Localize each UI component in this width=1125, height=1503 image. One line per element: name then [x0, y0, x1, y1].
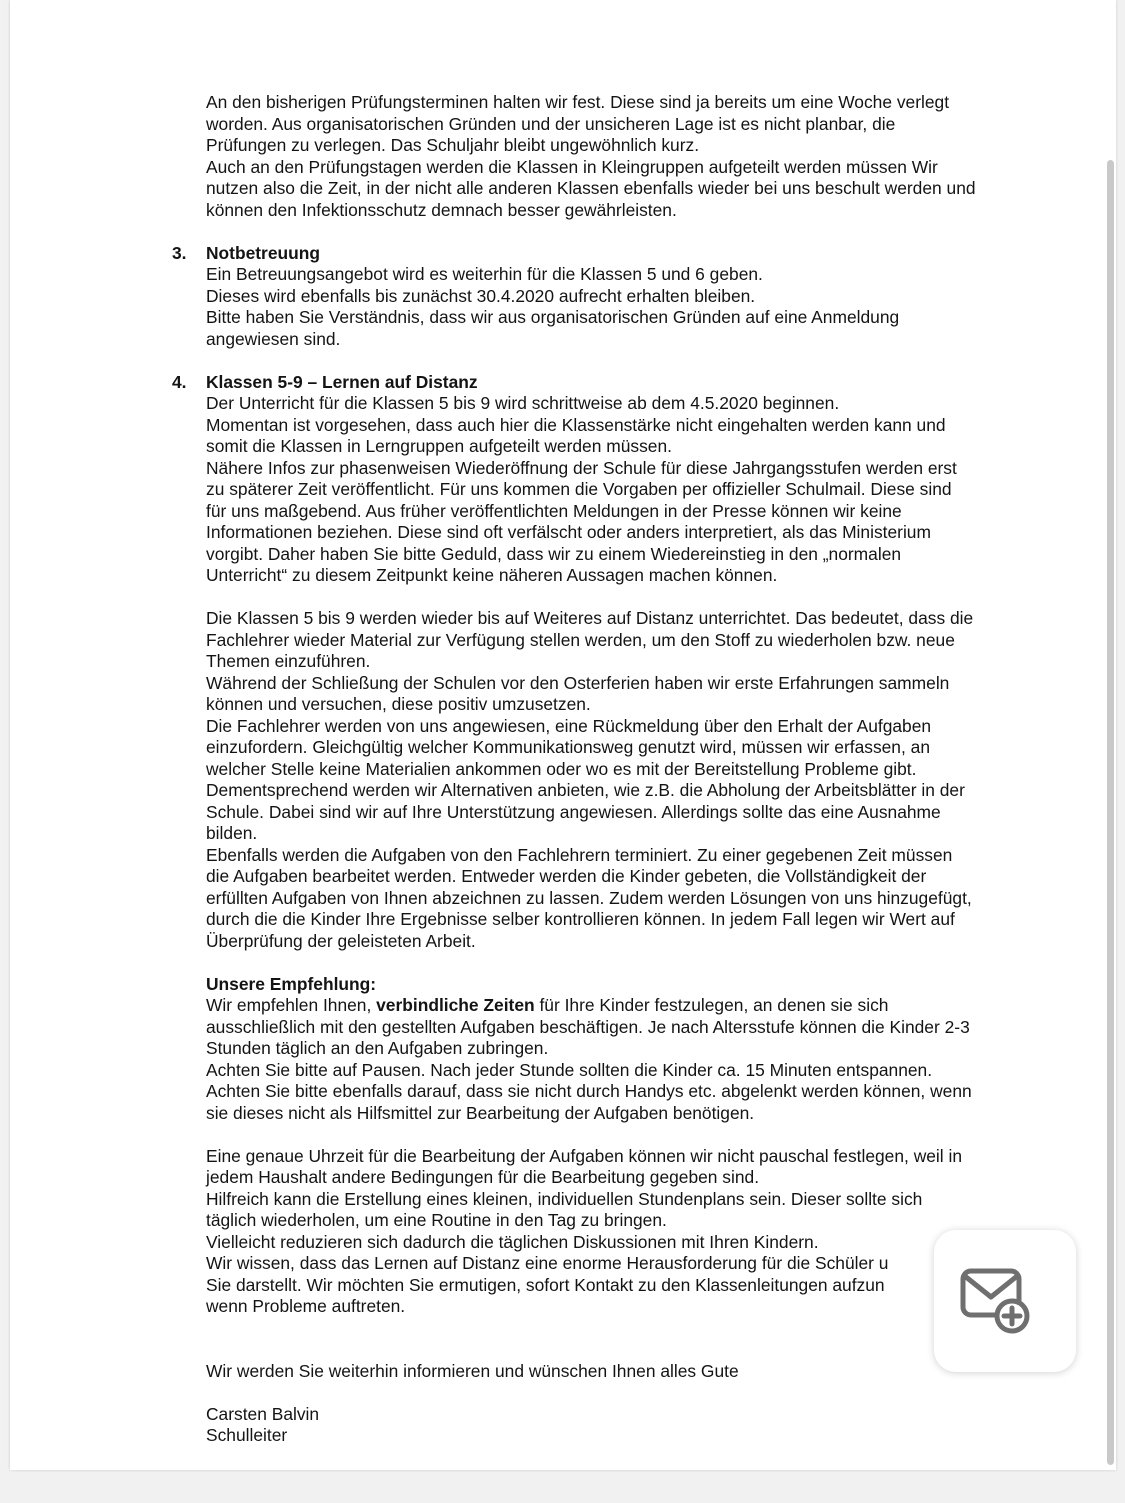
text-line: Bitte haben Sie Verständnis, dass wir aus organisatorischen Gründen auf eine Anmeldung	[206, 307, 900, 327]
text-line: Achten Sie bitte auf Pausen. Nach jeder Stunde sollten die Kinder ca. 15 Minuten entspannen.	[206, 1059, 933, 1080]
text-line: durch die die Kinder Ihre Ergebnisse selber kontrollieren können. In jedem Fall legen wir Wert auf	[206, 909, 955, 929]
distance-learning-paragraph	[206, 608, 1046, 952]
text-line: Vielleicht reduzieren sich dadurch die täglichen Diskussionen mit Ihren Kindern.	[206, 1231, 819, 1252]
scrollbar[interactable]	[1107, 160, 1114, 1465]
text-line: können den Infektionsschutz demnach besser gewährleisten.	[206, 199, 677, 220]
text-line: Eine genaue Uhrzeit für die Bearbeitung der Aufgaben können wir nicht pauschal festlegen, weil in	[206, 1145, 963, 1166]
emphasis-text: verbindliche Zeiten	[376, 995, 535, 1015]
text-line: Wir wissen, dass das Lernen auf Distanz eine enorme Herausforderung für die Schüler u	[206, 1253, 889, 1273]
text-line: einzufordern. Gleichgültig welcher Kommunikationsweg genutzt wird, müssen wir erfassen, an	[206, 737, 930, 757]
text-line: Überprüfung der geleisteten Arbeit.	[206, 930, 476, 951]
section-lernen-auf-distanz	[172, 371, 1046, 587]
recommendation-paragraph	[206, 974, 1046, 1125]
text-line: für uns maßgebend. Aus früher veröffentlichten Meldungen in der Presse können wir keine	[206, 500, 902, 521]
section-heading: Notbetreuung	[206, 242, 320, 263]
section-heading: Klassen 5-9 – Lernen auf Distanz	[206, 371, 478, 392]
text-line: zu späterer Zeit veröffentlicht. Für uns kommen die Vorgaben per offizieller Schulmail. Diese sind	[206, 479, 952, 499]
text-line: An den bisherigen Prüfungsterminen halten wir fest. Diese sind ja bereits um eine Woche verlegt	[206, 92, 950, 112]
text-line: Prüfungen zu verlegen. Das Schuljahr bleibt ungewöhnlich kurz.	[206, 135, 700, 155]
section-number: 3.	[172, 242, 187, 263]
text-line: sie dieses nicht als Hilfsmittel zur Bearbeitung der Aufgaben benötigen.	[206, 1102, 755, 1123]
mail-add-icon	[959, 1268, 1051, 1334]
text-line: Fachlehrer wieder Material zur Verfügung stellen werden, um den Stoff zu wiederholen bzw. neue	[206, 629, 955, 650]
recommendation-heading: Unsere Empfehlung:	[206, 973, 377, 994]
section-notbetreuung	[172, 242, 1046, 351]
text-fragment: für Ihre Kinder festzulegen, an denen sie sich	[534, 995, 889, 1015]
closing-line: Wir werden Sie weiterhin informieren und wünschen Ihnen alles Gute	[206, 1360, 739, 1381]
text-line: wenn Probleme auftreten.	[206, 1296, 406, 1316]
text-line: somit die Klassen in Lerngruppen aufgeteilt werden müssen.	[206, 436, 672, 456]
text-line: Informationen beziehen. Diese sind oft verfälscht oder anders interpretiert, als das Ministerium	[206, 522, 931, 542]
text-line: nutzen also die Zeit, in der nicht alle anderen Klassen ebenfalls wieder bei uns beschult werden und	[206, 178, 976, 198]
text-line: Dementsprechend werden wir Alternativen anbieten, wie z.B. die Abholung der Arbeitsblätter in der	[206, 780, 965, 800]
text-line: jedem Haushalt andere Bedingungen für die Bearbeitung gegeben sind.	[206, 1167, 760, 1187]
text-line: Momentan ist vorgesehen, dass auch hier die Klassenstärke nicht eingehalten werden kann und	[206, 414, 946, 435]
text-line: welcher Stelle keine Materialien ankommen oder wo es mit der Bereitstellung Probleme gibt.	[206, 758, 917, 779]
intro-paragraph	[206, 92, 1046, 221]
section-number: 4.	[172, 371, 187, 392]
document-content	[172, 92, 1046, 1447]
text-line: Achten Sie bitte ebenfalls darauf, dass sie nicht durch Handys etc. abgelenkt werden können, wenn	[206, 1081, 972, 1101]
schedule-paragraph	[206, 1146, 1046, 1318]
text-line: Sie darstellt. Wir möchten Sie ermutigen, sofort Kontakt zu den Klassenleitungen aufzun	[206, 1274, 885, 1295]
text-line: Auch an den Prüfungstagen werden die Klassen in Kleingruppen aufgeteilt werden müssen Wir	[206, 156, 938, 177]
text-line: erfüllten Aufgaben von Ihnen abzeichnen zu lassen. Zudem werden Lösungen von uns hinzugefügt,	[206, 887, 972, 908]
text-line: Der Unterricht für die Klassen 5 bis 9 wird schrittweise ab dem 4.5.2020 beginnen.	[206, 393, 840, 413]
text-line: können und versuchen, diese positiv umzusetzen.	[206, 694, 591, 714]
text-fragment: Wir empfehlen Ihnen,	[206, 995, 377, 1015]
text-line: worden. Aus organisatorischen Gründen und der unsicheren Lage ist es nicht planbar, die	[206, 113, 896, 134]
text-line: ausschließlich mit den gestellten Aufgaben beschäftigen. Je nach Altersstufe können die Kinder 2-3	[206, 1016, 970, 1037]
text-line: vorgibt. Daher haben Sie bitte Geduld, dass wir zu einem Wiedereinstieg in den „normalen	[206, 543, 902, 564]
text-line: Die Fachlehrer werden von uns angewiesen, eine Rückmeldung über den Erhalt der Aufgaben	[206, 715, 932, 736]
text-line: Ebenfalls werden die Aufgaben von den Fachlehrern terminiert. Zu einer gegebenen Zeit müssen	[206, 844, 953, 865]
text-line: Während der Schließung der Schulen vor den Osterferien haben wir erste Erfahrungen sammeln	[206, 672, 950, 693]
text-line: Ein Betreuungsangebot wird es weiterhin für die Klassen 5 und 6 geben.	[206, 264, 763, 284]
text-line: die Aufgaben bearbeitet werden. Entweder werden die Kinder gebeten, die Vollständigkeit der	[206, 866, 927, 886]
signature-name: Carsten Balvin	[206, 1403, 320, 1424]
signature	[206, 1404, 1046, 1447]
compose-mail-button[interactable]	[934, 1230, 1076, 1372]
text-line: bilden.	[206, 823, 258, 843]
text-line: Die Klassen 5 bis 9 werden wieder bis auf Weiteres auf Distanz unterrichtet. Das bedeutet, dass die	[206, 608, 974, 628]
text-line: Hilfreich kann die Erstellung eines kleinen, individuellen Stundenplans sein. Dieser sollte sich	[206, 1188, 923, 1209]
text-line: täglich wiederholen, um eine Routine in den Tag zu bringen.	[206, 1210, 667, 1230]
text-line	[206, 995, 1046, 1017]
text-line: Nähere Infos zur phasenweisen Wiederöffnung der Schule für diese Jahrgangsstufen werden erst	[206, 457, 957, 478]
text-line: Unterricht“ zu diesem Zeitpunkt keine näheren Aussagen machen können.	[206, 565, 778, 585]
text-line: Themen einzuführen.	[206, 651, 371, 671]
text-line: Stunden täglich an den Aufgaben zubringen.	[206, 1038, 549, 1058]
text-line: Dieses wird ebenfalls bis zunächst 30.4.2020 aufrecht erhalten bleiben.	[206, 285, 756, 306]
text-line: angewiesen sind.	[206, 328, 341, 349]
text-line: Schule. Dabei sind wir auf Ihre Unterstützung angewiesen. Allerdings sollte das eine Ausnahme	[206, 801, 941, 822]
signature-role: Schulleiter	[206, 1425, 288, 1445]
